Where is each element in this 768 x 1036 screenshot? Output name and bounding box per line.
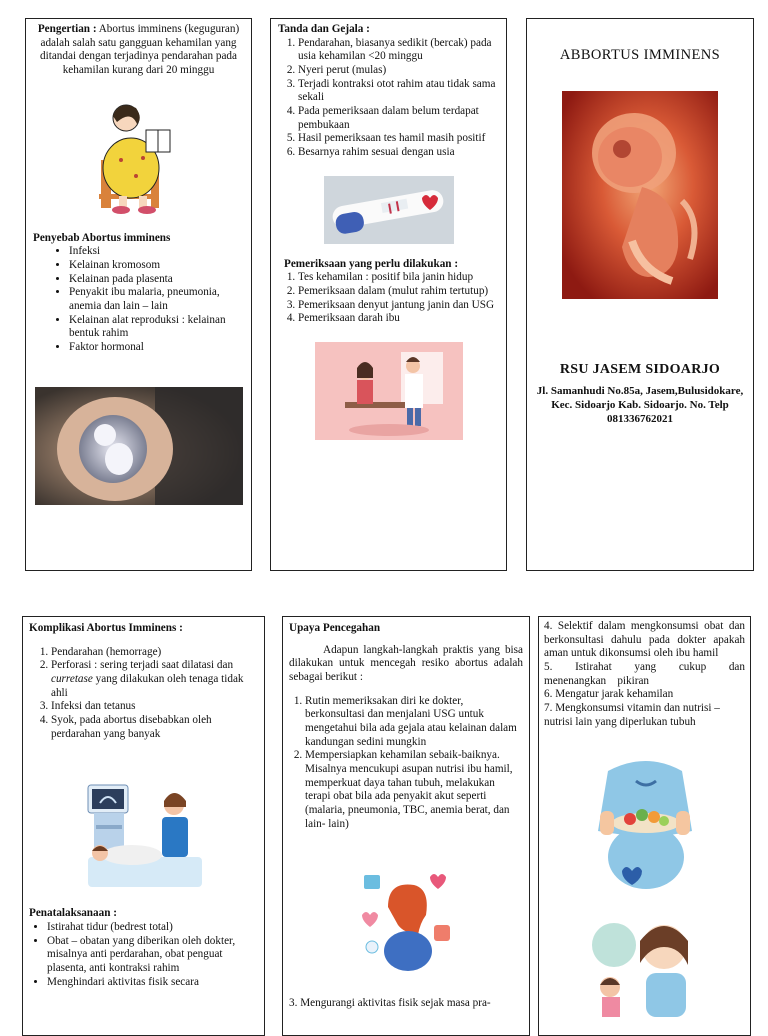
panel-pengertian bbox=[25, 18, 252, 571]
pengertian-label: Pengertian : bbox=[37, 23, 97, 35]
list-item: 1. Pendarahan (hemorrage) bbox=[51, 646, 258, 660]
pregnant-woman-salad-illustration bbox=[586, 761, 704, 889]
pemeriksaan-list bbox=[278, 271, 499, 326]
doctor-consultation-illustration bbox=[315, 342, 463, 440]
panel-komplikasi bbox=[22, 616, 265, 1036]
komplikasi-list bbox=[29, 646, 258, 742]
hospital-name: RSU JASEM SIDOARJO bbox=[559, 361, 721, 377]
list-item: 3. Pemeriksaan denyut jantung janin dan USG bbox=[298, 299, 499, 313]
list-item: 2. Pemeriksaan dalam (mulut rahim tertutup) bbox=[298, 285, 499, 299]
text-line: 5. Istirahat yang cukup dan menenangkan pikiran bbox=[544, 660, 748, 687]
list-item: 4. Pemeriksaan darah ibu bbox=[298, 312, 499, 326]
list-item: • Kelainan alat reproduksi : kelainan bentuk rahim bbox=[69, 314, 244, 341]
list-item: • Infeksi bbox=[69, 245, 244, 259]
list-item: • Istirahat tidur (bedrest total) bbox=[47, 921, 258, 935]
gejala-title: Tanda dan Gejala : bbox=[278, 23, 370, 35]
panel-lanjutan bbox=[538, 616, 751, 1036]
text-line: 6. Mengatur jarak kehamilan bbox=[544, 688, 674, 701]
upaya-intro: Adapun langkah-langkah praktis yang bisa dilakukan untuk mencegah resiko abortus adalah sebagai berikut : bbox=[289, 643, 523, 683]
pregnancy-test-photo bbox=[324, 176, 454, 244]
list-item-text: Perforasi : sering terjadi saat dilatasi dan bbox=[51, 659, 234, 672]
list-item: 2. Nyeri perut (mulas) bbox=[298, 64, 499, 78]
gejala-list bbox=[278, 37, 499, 160]
list-item: 5. Hasil pemeriksaan tes hamil masih positif bbox=[298, 132, 499, 146]
pregnant-woman-reading-illustration bbox=[91, 98, 186, 216]
list-item: 1. Rutin memeriksakan diri ke dokter, berkonsultasi dan menjalani USG untuk mengetahui bila ada gejala atau kelainan dalam kandungan sedini mungkin bbox=[305, 695, 523, 750]
penatalaksanaan-list bbox=[29, 921, 258, 989]
pemeriksaan-title: Pemeriksaan yang perlu dilakukan : bbox=[284, 257, 459, 270]
fetus-image bbox=[562, 91, 718, 299]
penatalaksanaan-title: Penatalaksanaan : bbox=[29, 907, 117, 920]
list-item: 3. Infeksi dan tetanus bbox=[51, 700, 258, 714]
list-item bbox=[51, 659, 258, 700]
list-item: 4. Syok, pada abortus disebabkan oleh perdarahan yang banyak bbox=[51, 714, 258, 741]
list-item: 3. Terjadi kontraksi otot rahim atau tidak sama sekali bbox=[298, 78, 499, 105]
list-item: • Kelainan pada plasenta bbox=[69, 273, 244, 287]
hospital-address: Jl. Samanhudi No.85a, Jasem,Bulusidokare, Kec. Sidoarjo Kab. Sidoarjo. No. Telp 081336762021 bbox=[536, 384, 744, 425]
komplikasi-title: Komplikasi Abortus Imminens : bbox=[29, 622, 183, 634]
penyebab-list bbox=[33, 245, 244, 354]
upaya-title: Upaya Pencegahan bbox=[289, 622, 381, 634]
ultrasound-exam-illustration bbox=[82, 765, 206, 891]
list-item: • Kelainan kromosom bbox=[69, 259, 244, 273]
mother-child-illustration bbox=[580, 917, 710, 1017]
pengertian-paragraph bbox=[33, 23, 244, 78]
brochure-title: ABBORTUS IMMINENS bbox=[559, 47, 721, 63]
list-item-text: yang dilakukan oleh tenaga tidak ahli bbox=[51, 672, 244, 699]
penyebab-title: Penyebab Abortus imminens bbox=[33, 231, 171, 244]
list-item: • Menghindari aktivitas fisik secara bbox=[47, 976, 258, 990]
pengertian-text: Abortus imminens (keguguran) adalah salah satu gangguan kehamilan yang ditandai dengan terjadinya pendarahan pada kehamilan kurang dari 20 minggu bbox=[40, 23, 240, 76]
panel-cover bbox=[526, 18, 754, 571]
list-item: • Obat – obatan yang diberikan oleh dokter, misalnya anti perdarahan, obat penguat plasenta, anti kontraksi rahim bbox=[47, 935, 258, 976]
upaya-item-3-partial: 3. Mengurangi aktivitas fisik sejak masa pra- bbox=[289, 997, 491, 1010]
list-item: 1. Tes kehamilan : positif bila janin hidup bbox=[298, 271, 499, 285]
panel-upaya-pencegahan bbox=[282, 616, 530, 1036]
text-line: 7. Mengkonsumsi vitamin dan nutrisi – nutrisi lain yang diperlukan tubuh bbox=[544, 701, 720, 728]
list-item: 4. Pada pemeriksaan dalam belum terdapat pembukaan bbox=[298, 105, 499, 132]
list-item: 1. Pendarahan, biasanya sedikit (bercak) pada usia kehamilan <20 minggu bbox=[298, 37, 499, 64]
list-item: • Penyakit ibu malaria, pneumonia, anemia dan lain – lain bbox=[69, 286, 244, 313]
text-line: 4. Selektif dalam mengkonsumsi obat dan berkonsultasi dahulu pada dokter apakah aman untuk dikonsumsi oleh ibu hamil bbox=[544, 620, 745, 660]
list-item: 2. Mempersiapkan kehamilan sebaik-baiknya. Misalnya mencukupi asupan nutrisi ibu hamil, memperkuat daya tahan tubuh, melakukan terapi obat bila ada penyakit akut seperti (malaria, pneumonia, TBC, anemia berat, dan lain- lain) bbox=[305, 749, 523, 831]
list-item-emphasis: curretase bbox=[51, 672, 93, 685]
pregnant-woman-icons-illustration bbox=[354, 867, 458, 971]
list-item: • Faktor hormonal bbox=[69, 341, 244, 355]
list-item: 6. Besarnya rahim sesuai dengan usia bbox=[298, 146, 499, 160]
fetus-in-womb-photo bbox=[35, 387, 243, 505]
upaya-list bbox=[289, 695, 523, 832]
panel-tanda-gejala bbox=[270, 18, 507, 571]
